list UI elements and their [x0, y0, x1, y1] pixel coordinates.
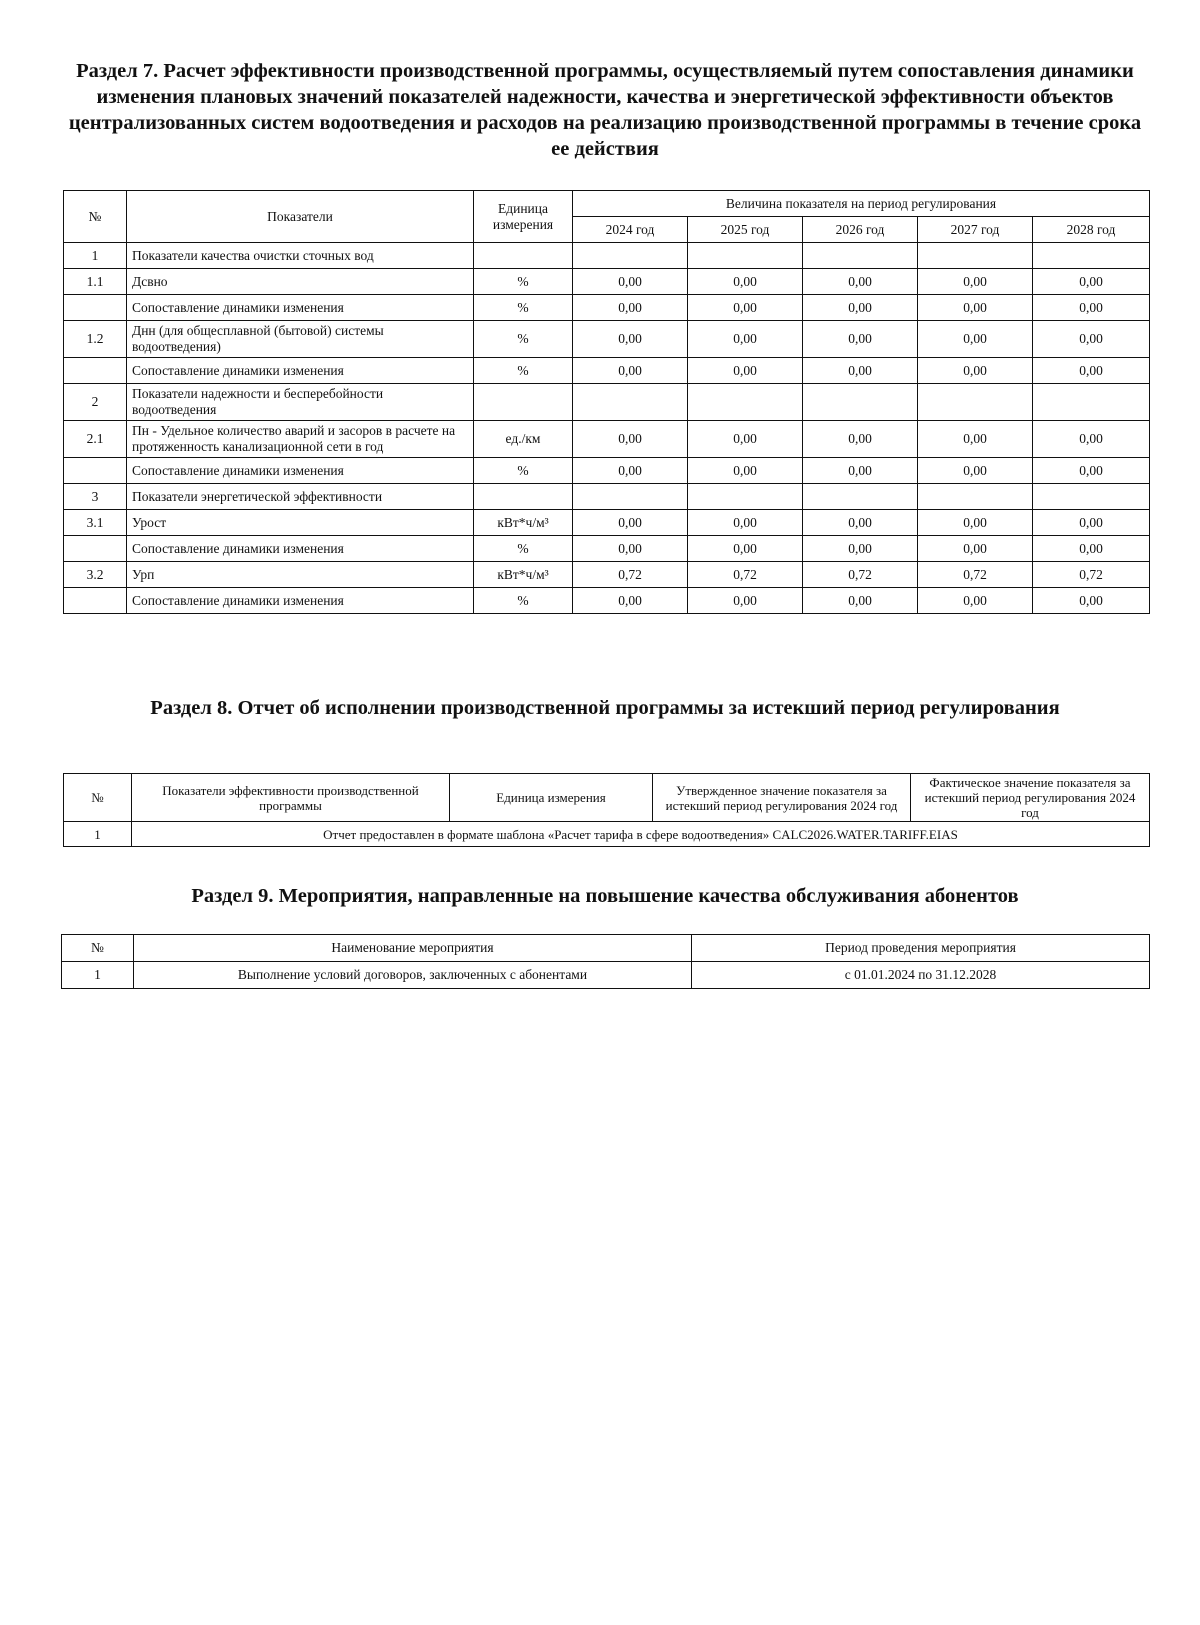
- row-indicator: Днн (для общесплавной (бытовой) системы водоотведения): [127, 321, 474, 358]
- header-measure-name: Наименование мероприятия: [134, 935, 692, 962]
- row-unit: [474, 384, 573, 421]
- row-value: 0,00: [573, 588, 688, 614]
- row-value: 0,00: [573, 358, 688, 384]
- row-indicator: Сопоставление динамики изменения: [127, 295, 474, 321]
- row-indicator: Урост: [127, 510, 474, 536]
- row-value: [688, 384, 803, 421]
- row-value: 0,00: [803, 358, 918, 384]
- row-value: 0,00: [803, 421, 918, 458]
- row-value: 0,00: [688, 269, 803, 295]
- row-value: 0,00: [918, 295, 1033, 321]
- table-row: [64, 822, 1150, 847]
- header-indicator: Показатели: [127, 191, 474, 243]
- row-value: 0,00: [803, 321, 918, 358]
- row-value: 0,00: [688, 321, 803, 358]
- header-actual: Фактическое значение показателя за истекший период регулирования 2024 год: [911, 774, 1150, 822]
- row-value: [803, 384, 918, 421]
- row-num: 3.2: [64, 562, 127, 588]
- measure-period: с 01.01.2024 по 31.12.2028: [692, 962, 1150, 989]
- header-indicator: Показатели эффективности производственной программы: [132, 774, 450, 822]
- row-value: 0,00: [573, 458, 688, 484]
- header-year: 2027 год: [918, 217, 1033, 243]
- row-value: 0,00: [688, 536, 803, 562]
- row-value: [918, 484, 1033, 510]
- row-value: [803, 243, 918, 269]
- row-unit: [474, 484, 573, 510]
- row-value: 0,00: [1033, 321, 1150, 358]
- table-row: [64, 588, 1150, 614]
- table-row: [64, 295, 1150, 321]
- section-7-title: Раздел 7. Расчет эффективности производственной программы, осуществляемый путем сопоставления динамики изменения плановых значений показателей надежности, качества и энергетической эффективности объектов централизованных систем водоотведения и расходов на реализацию производственной программы в течение срока ее действия: [68, 60, 1142, 160]
- row-value: 0,00: [1033, 536, 1150, 562]
- row-value: 0,00: [573, 269, 688, 295]
- header-year: 2025 год: [688, 217, 803, 243]
- row-unit: %: [474, 269, 573, 295]
- row-value: 0,72: [573, 562, 688, 588]
- row-value: 0,72: [803, 562, 918, 588]
- row-unit: %: [474, 358, 573, 384]
- row-num: [64, 536, 127, 562]
- row-value: 0,00: [803, 588, 918, 614]
- row-value: 0,00: [1033, 510, 1150, 536]
- row-value: 0,00: [918, 536, 1033, 562]
- table-row: [64, 384, 1150, 421]
- row-value: [573, 243, 688, 269]
- row-value: 0,00: [573, 295, 688, 321]
- table-row: [64, 536, 1150, 562]
- row-value: 0,00: [1033, 588, 1150, 614]
- row-value: 0,00: [1033, 295, 1150, 321]
- section-7-table: [63, 190, 1150, 614]
- row-indicator: Урп: [127, 562, 474, 588]
- row-value: 0,00: [803, 458, 918, 484]
- row-indicator: Сопоставление динамики изменения: [127, 536, 474, 562]
- header-measure-period: Период проведения мероприятия: [692, 935, 1150, 962]
- header-year: 2026 год: [803, 217, 918, 243]
- row-value: [918, 243, 1033, 269]
- row-indicator: Сопоставление динамики изменения: [127, 358, 474, 384]
- table-row: [64, 458, 1150, 484]
- row-value: 0,00: [1033, 458, 1150, 484]
- row-value: 0,00: [803, 510, 918, 536]
- row-value: 0,00: [1033, 421, 1150, 458]
- row-value: 0,00: [918, 421, 1033, 458]
- row-value: 0,00: [803, 536, 918, 562]
- row-unit: %: [474, 321, 573, 358]
- row-value: [1033, 384, 1150, 421]
- table-row: [62, 962, 1150, 989]
- row-indicator: Показатели качества очистки сточных вод: [127, 243, 474, 269]
- table-row: [64, 269, 1150, 295]
- row-num: 3.1: [64, 510, 127, 536]
- row-value: 0,00: [918, 321, 1033, 358]
- row-unit: кВт*ч/м³: [474, 562, 573, 588]
- row-indicator: Дсвно: [127, 269, 474, 295]
- row-value: 0,00: [573, 536, 688, 562]
- row-value: [803, 484, 918, 510]
- row-value: 0,00: [688, 510, 803, 536]
- row-value: [1033, 484, 1150, 510]
- row-value: 0,00: [918, 510, 1033, 536]
- row-value: 0,00: [918, 358, 1033, 384]
- section-8-title: Раздел 8. Отчет об исполнении производственной программы за истекший период регулирования: [150, 697, 1060, 719]
- section-9-table: [61, 934, 1150, 989]
- section-9-title: Раздел 9. Мероприятия, направленные на повышение качества обслуживания абонентов: [191, 885, 1019, 907]
- row-num: [64, 295, 127, 321]
- row-value: [918, 384, 1033, 421]
- row-value: 0,00: [1033, 269, 1150, 295]
- row-unit: [474, 243, 573, 269]
- row-unit: %: [474, 295, 573, 321]
- row-indicator: Сопоставление динамики изменения: [127, 588, 474, 614]
- row-value: 0,72: [1033, 562, 1150, 588]
- row-num: 1: [64, 822, 132, 847]
- row-value: 0,00: [688, 358, 803, 384]
- row-unit: %: [474, 536, 573, 562]
- row-indicator: Пн - Удельное количество аварий и засоров в расчете на протяженность канализационной сети в год: [127, 421, 474, 458]
- row-value: 0,00: [573, 421, 688, 458]
- table-row: [64, 243, 1150, 269]
- row-indicator: Сопоставление динамики изменения: [127, 458, 474, 484]
- row-num: [64, 458, 127, 484]
- row-value: 0,00: [918, 458, 1033, 484]
- row-value: [573, 384, 688, 421]
- row-value: 0,00: [1033, 358, 1150, 384]
- row-num: 1: [64, 243, 127, 269]
- header-year: 2028 год: [1033, 217, 1150, 243]
- row-value: 0,00: [803, 269, 918, 295]
- header-num: №: [62, 935, 134, 962]
- row-value: 0,00: [803, 295, 918, 321]
- row-num: 1: [62, 962, 134, 989]
- row-num: 2: [64, 384, 127, 421]
- table-row: [64, 484, 1150, 510]
- row-num: [64, 588, 127, 614]
- table-row: [64, 358, 1150, 384]
- header-unit: Единица измерения: [474, 191, 573, 243]
- row-num: 3: [64, 484, 127, 510]
- row-unit: кВт*ч/м³: [474, 510, 573, 536]
- row-num: 2.1: [64, 421, 127, 458]
- row-value: 0,00: [918, 588, 1033, 614]
- measure-name: Выполнение условий договоров, заключенных с абонентами: [134, 962, 692, 989]
- row-value: 0,00: [573, 321, 688, 358]
- row-value: [688, 484, 803, 510]
- header-year: 2024 год: [573, 217, 688, 243]
- row-value: [1033, 243, 1150, 269]
- header-unit: Единица измерения: [450, 774, 653, 822]
- header-num: №: [64, 191, 127, 243]
- row-value: 0,72: [688, 562, 803, 588]
- header-num: №: [64, 774, 132, 822]
- table-row: [64, 562, 1150, 588]
- row-indicator: Показатели надежности и бесперебойности водоотведения: [127, 384, 474, 421]
- table-row: [64, 510, 1150, 536]
- row-value: [573, 484, 688, 510]
- header-approved: Утвержденное значение показателя за истекший период регулирования 2024 год: [653, 774, 911, 822]
- row-value: 0,00: [688, 458, 803, 484]
- section-8-table: [63, 773, 1150, 847]
- row-unit: %: [474, 588, 573, 614]
- row-value: 0,00: [688, 421, 803, 458]
- table-row: [64, 321, 1150, 358]
- row-unit: %: [474, 458, 573, 484]
- row-value: 0,00: [688, 295, 803, 321]
- report-note: Отчет предоставлен в формате шаблона «Расчет тарифа в сфере водоотведения» CALC2026.WATER.TARIFF.EIAS: [132, 822, 1150, 847]
- row-indicator: Показатели энергетической эффективности: [127, 484, 474, 510]
- row-value: [688, 243, 803, 269]
- row-value: 0,00: [918, 269, 1033, 295]
- row-num: [64, 358, 127, 384]
- row-value: 0,00: [573, 510, 688, 536]
- row-num: 1.2: [64, 321, 127, 358]
- header-period: Величина показателя на период регулирования: [573, 191, 1150, 217]
- row-num: 1.1: [64, 269, 127, 295]
- table-row: [64, 421, 1150, 458]
- row-value: 0,00: [688, 588, 803, 614]
- row-value: 0,72: [918, 562, 1033, 588]
- row-unit: ед./км: [474, 421, 573, 458]
